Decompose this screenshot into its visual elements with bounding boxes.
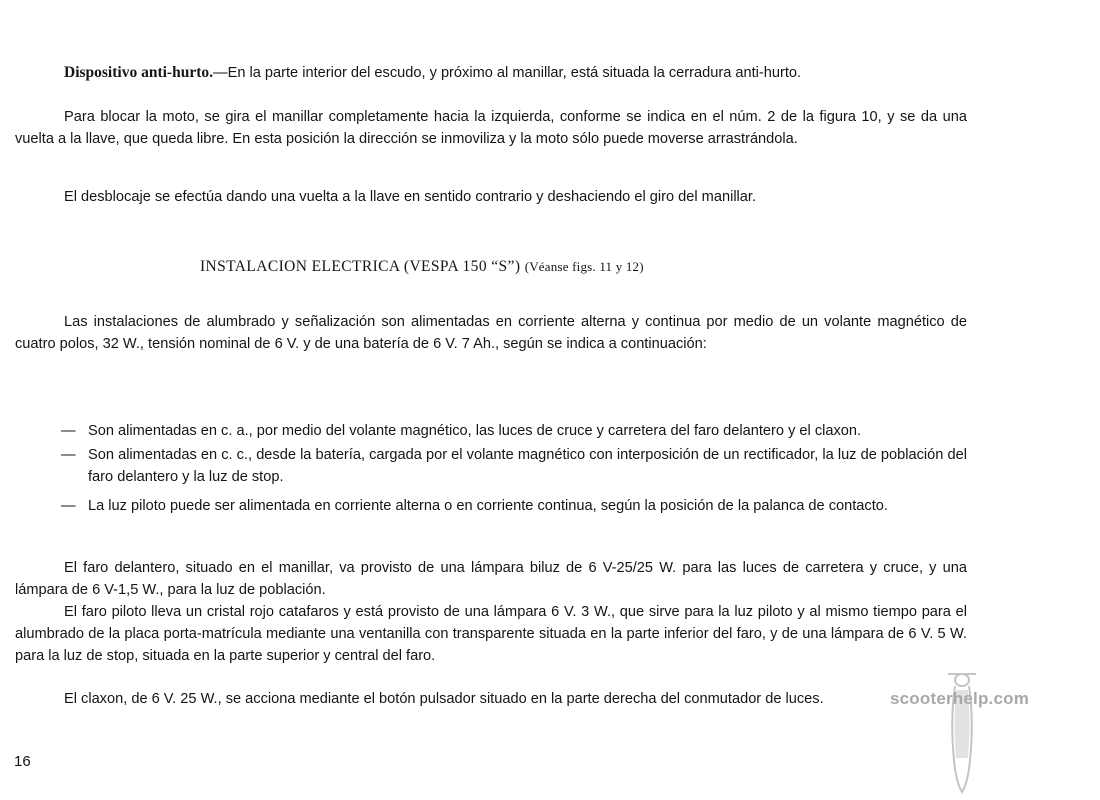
bullet-text: La luz piloto puede ser alimentada en corriente alterna o en corriente continua, según la posición de la palanca de contacto. (88, 498, 888, 514)
bullet-text: Son alimentadas en c. a., por medio del volante magnético, las luces de cruce y carretera del faro delantero y el claxon. (88, 423, 862, 439)
section-heading (200, 256, 840, 278)
watermark-text: scooterhelp.com (890, 689, 1030, 708)
list-item (61, 420, 967, 442)
paragraph-locking: Para blocar la moto, se gira el manillar completamente hacia la izquierda, conforme se indica en el núm. 2 de la figura 10, y se da una vuelta a la llave, que queda libre. En esta posición la dirección se inmoviliza y la moto sólo puede moverse arrastrándola. (15, 109, 967, 147)
paragraph-electrical-intro: Las instalaciones de alumbrado y señalización son alimentadas en corriente alterna y continua por medio de un volante magnético de cuatro polos, 32 W., tensión nominal de 6 V. y de una batería de 6 V. 7 Ah., según se indica a continuación: (15, 314, 967, 352)
paragraph-headlight: El faro delantero, situado en el manillar, va provisto de una lámpara biluz de 6 V-25/25 W. para las luces de carretera y cruce, y una lámpara de 6 V-1,5 W., para la luz de población. (15, 560, 967, 598)
scooter-icon (942, 660, 982, 800)
page-number: 16 (14, 753, 31, 770)
bullet-text: Son alimentadas en c. c., desde la batería, cargada por el volante magnético con interposición de un rectificador, la luz de población del faro delantero y la luz de stop. (88, 447, 967, 485)
paragraph-unlocking: El desblocaje se efectúa dando una vuelta a la llave en sentido contrario y deshaciendo el giro del manillar. (64, 189, 757, 205)
paragraph-horn: El claxon, de 6 V. 25 W., se acciona mediante el botón pulsador situado en la parte derecha del conmutador de luces. (64, 691, 824, 707)
section-heading-note: (Véanse figs. 11 y 12) (524, 259, 644, 274)
anti-theft-lead: Dispositivo anti-hurto. (64, 64, 213, 81)
list-item (61, 495, 967, 517)
paragraph-anti-theft (15, 62, 967, 84)
paragraph-tail-light: El faro piloto lleva un cristal rojo catafaros y está provisto de una lámpara 6 V. 3 W., que sirve para la luz piloto y al mismo tiempo para el alumbrado de la placa porta-matrícula mediante una ventanilla con transparente situada en la parte inferior del faro, y de una lámpara de 6 V. 5 W. para la luz de stop, situada en la parte superior y central del faro. (15, 604, 967, 664)
bullet-dash: — (61, 498, 76, 514)
list-item (61, 444, 967, 488)
bullet-dash: — (61, 423, 76, 439)
watermark (882, 660, 1082, 800)
bullet-dash: — (61, 447, 76, 463)
section-heading-title: INSTALACION ELECTRICA (VESPA 150 “S”) (200, 258, 521, 275)
anti-theft-text: —En la parte interior del escudo, y próximo al manillar, está situada la cerradura anti-hurto. (213, 65, 802, 81)
